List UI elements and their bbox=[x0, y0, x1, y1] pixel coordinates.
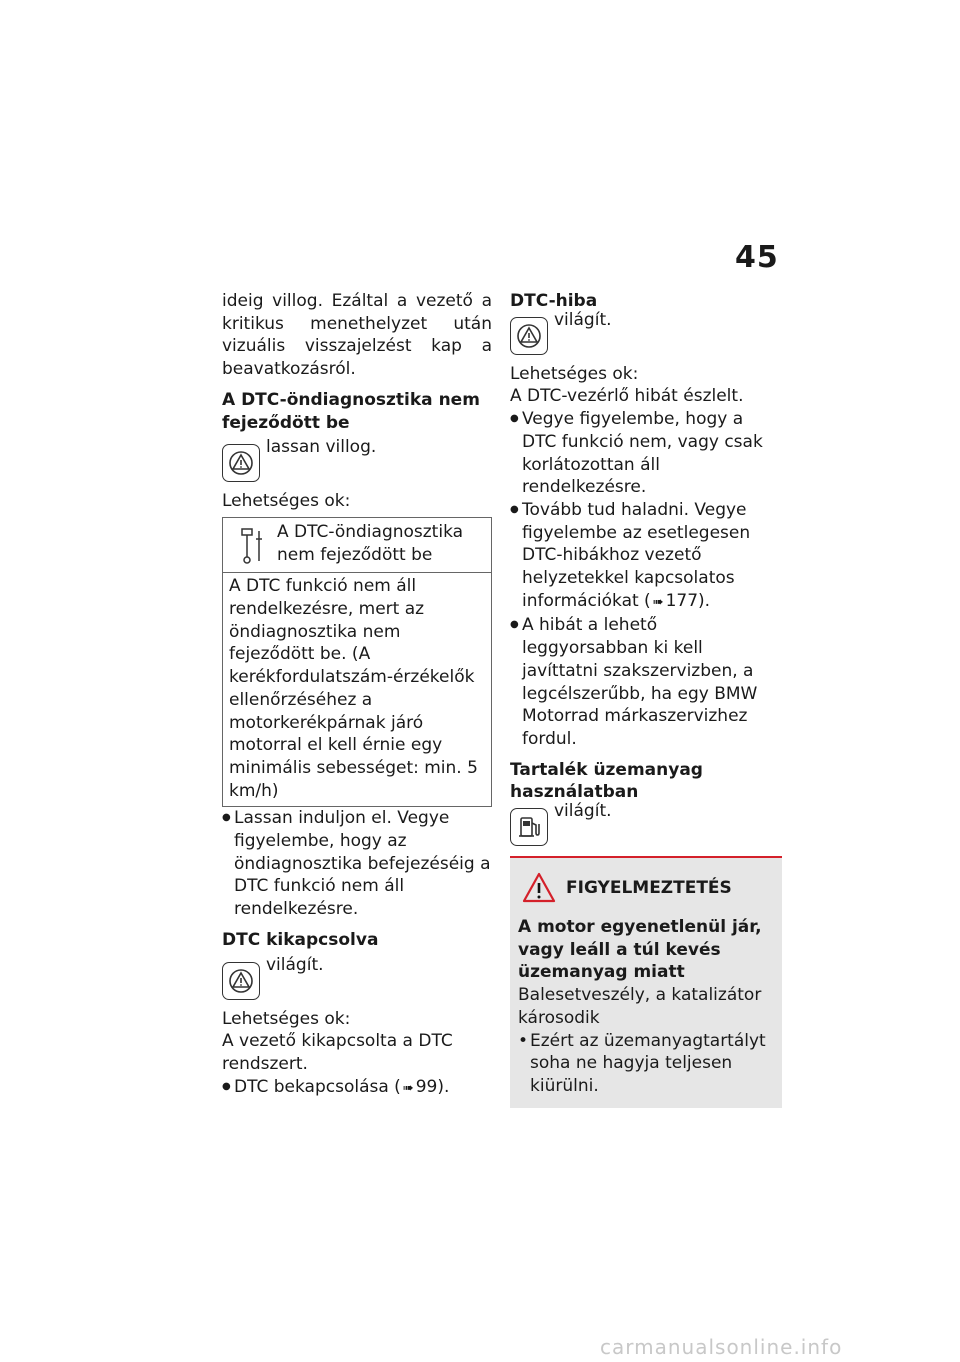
warning-title: FIGYELMEZTETÉS bbox=[566, 877, 732, 898]
cause-label: Lehetséges ok: bbox=[222, 1008, 351, 1029]
indicator-state: világít. bbox=[554, 309, 612, 330]
page-number: 45 bbox=[735, 240, 779, 275]
box-body: A DTC funkció nem áll rendelkezésre, mert az öndiagnosztika nem fejeződött be. (A kerékfordulatszám-érzékelők ellenőrzéséhez a motorkerékpárnak járó motorral el kell érnie egy minimális sebességet: min. 5 km/h) bbox=[229, 576, 478, 801]
warning-text: Balesetveszély, a katalizátor károsodik bbox=[518, 985, 762, 1028]
intro-text: ideig villog. Ezáltal a vezető a kritikus menethelyzet után vizuális visszajelzést kap a beavatkozásról. bbox=[222, 291, 492, 380]
section-title-dtc-off: DTC kikapcsolva bbox=[222, 929, 379, 950]
cause-label: Lehetséges ok: bbox=[510, 363, 639, 384]
warning-headline: A motor egyenetlenül jár, vagy leáll a túl kevés üzemanyag miatt bbox=[518, 917, 762, 983]
cause-text: A DTC-vezérlő hibát észlelt. bbox=[510, 386, 744, 407]
indicator-state: világít. bbox=[554, 801, 612, 822]
bullet-text: DTC bekapcsolása ( bbox=[234, 1076, 401, 1097]
page-ref-arrow-icon: ➠ bbox=[652, 594, 664, 610]
list-item: ● Lassan induljon el. Vegye figyelembe, hogy az öndiagnosztika befejezéséig a DTC funkció nem áll rendelkezésre. bbox=[222, 807, 492, 921]
section-title-dtc-fault: DTC-hiba bbox=[510, 291, 598, 311]
fuel-pump-icon bbox=[510, 808, 548, 846]
dtc-warning-icon bbox=[510, 317, 548, 355]
page-ref-link[interactable]: 177). bbox=[665, 590, 711, 611]
info-box bbox=[222, 517, 492, 807]
dtc-warning-icon bbox=[222, 962, 260, 1000]
list-item bbox=[222, 1076, 492, 1101]
indicator-row bbox=[222, 436, 492, 482]
diagnostic-tool-icon bbox=[237, 525, 267, 565]
list-item: ● Vegye figyelembe, hogy a DTC funkció nem, vagy csak korlátozottan áll rendelkezésre. bbox=[510, 408, 782, 499]
left-column bbox=[222, 290, 492, 1100]
box-header: A DTC-öndiagnosztika nem fejeződött be bbox=[277, 521, 464, 565]
indicator-row bbox=[510, 800, 782, 846]
list-item: ● A hibát a lehető leggyorsabban ki kell javíttatni szakszervizben, a legcélszerűbb, ha egy BMW Motorrad márkaszervizhez fordul. bbox=[510, 614, 782, 750]
bullet-text: Tovább tud haladni. Vegye figyelembe az esetlegesen DTC-hibákhoz vezető helyzetekkel kapcsolatos információkat ( bbox=[522, 499, 751, 611]
list-item: • Ezért az üzemanyagtartályt soha ne hagyja teljesen kiürülni. bbox=[518, 1030, 774, 1098]
warning-triangle-icon bbox=[522, 872, 556, 904]
section-title-fuel-reserve: Tartalék üzemanyag használatban bbox=[510, 759, 703, 803]
indicator-row bbox=[510, 309, 782, 355]
list-item bbox=[510, 499, 782, 615]
watermark: carmanualsonline.info bbox=[600, 1335, 843, 1359]
page-ref-link[interactable]: 99). bbox=[415, 1076, 450, 1097]
right-column bbox=[510, 290, 782, 1108]
indicator-state: világít. bbox=[266, 954, 324, 975]
page-ref-arrow-icon: ➠ bbox=[402, 1080, 414, 1096]
section-title-selftest: A DTC-öndiagnosztika nem fejeződött be bbox=[222, 389, 480, 433]
cause-text: A vezető kikapcsolta a DTC rendszert. bbox=[222, 1031, 453, 1074]
warning-box bbox=[510, 856, 782, 1108]
indicator-row bbox=[222, 954, 492, 1000]
dtc-warning-icon bbox=[222, 444, 260, 482]
indicator-state: lassan villog. bbox=[266, 437, 377, 458]
cause-label: Lehetséges ok: bbox=[222, 491, 351, 512]
